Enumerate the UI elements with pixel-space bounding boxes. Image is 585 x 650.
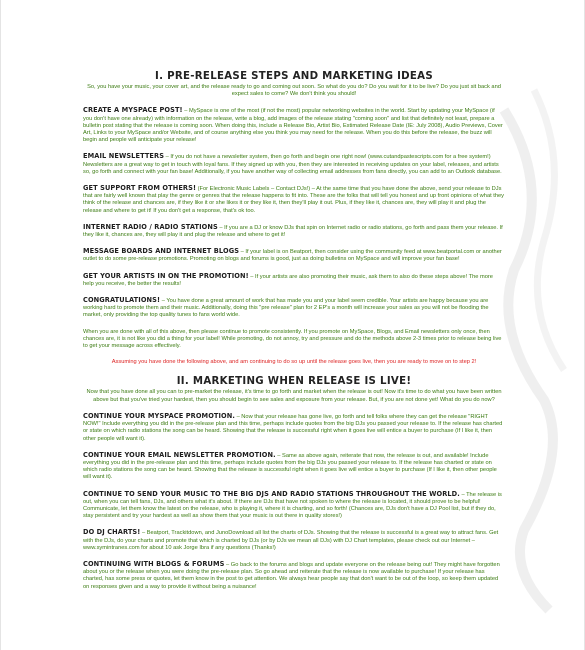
block-get-support [83,185,505,215]
block-heading: CONGRATULATIONS! [83,296,161,305]
block-continue-email [83,452,505,482]
block-body: – Same as above again, reiterate that now, the release is out, and available! Include everything you did in the pre-release plan and this time, perhaps include quotes from the big DJs you passed your release to. If the release has charted or state on which radio stations the song can be heard. Showing that the release is successful right when it goes live will entice a buyer to purchase (If I like it, then other people will want it). [83,452,497,481]
block-body: – If you do not have a newsletter system, then go forth and begin one right now! (www.cutandpastescripts.com for a free system!) Newsletters are a great way to get in touch with loyal fans. If they signed up with you, then they are interested in receiving updates on your label, releases, and artists so, go forth and connect with your fan base! Additionally, if you have another way of collecting email addresses from fans directly, you can add to an Outlook database. [83,154,502,175]
document-content [83,70,505,600]
block-heading: CONTINUE YOUR MYSPACE PROMOTION. [83,411,235,420]
block-send-music [83,491,505,521]
block-body: – The release is out, when you can tell fans, DJs, and others what it's about. If there are DJs that have not spoken to where the release is located, it should prove to be helpful! Communicate, let them know the latest on the release, who is playing it, where it is charting, and so forth! (Chances are, DJs don't have a DJ Pool list, but if they do, stay persistent and try your hardest as well as show them that your music is out there in quality stores!) [83,491,502,520]
block-email-newsletters [83,153,505,176]
section-1-title: I. PRE-RELEASE STEPS AND MARKETING IDEAS [154,71,434,82]
block-body: – Beatport, Trackitdown, and JunoDownload all list the charts of DJs. Showing that the release is successful is a great way to attract fans. Get with the DJs, do your charts and promote that which is charted by DJs (or by DJs we mean all DJs) with DJ Chart templates, please check out our Internet – www.symintranes.com for about 10 ask Jorge Ibra if any questions (Thanks!) [83,530,499,551]
block-dj-charts [83,529,505,552]
promote-consistently-paragraph: When you are done with all of this above, then please continue to promote consistently. If you promote on MySpace, Blogs, and Email newsletters only once, then chances are, it is not like you did a thing for your label! While promoting, do not annoy, try and pressure and do the methods above 2-3 times prior to release being live to get your message across effectively. [83,328,502,350]
section-2-title: II. MARKETING WHEN RELEASE IS LIVE! [176,376,412,388]
block-message-boards [83,248,505,263]
block-congratulations [83,297,505,320]
block-heading: GET SUPPORT FROM OTHERS! [83,184,197,193]
block-body: – You have done a great amount of work that has made you and your label seem credible. Your artists are happy because you are working hard to promote them and their music. Additionally, doing this "pre release" plan for 2 EP's a month will increase your sales as you will not be flooding the market, only providing the top quality tunes to fans world wide. [83,298,489,319]
section-1-intro: So, you have your music, your cover art, and the release ready to go and coming out soon. So what do you do? Do you wait for it to be live? Do you just sit back and expect sales to come? We don't think you should! [87,84,501,98]
section-2-intro: Now that you have done all you can to pre-market the release, it's time to go forth and market when the release is out! Now it's time to do what you have been written above but that you've tried your hardest, then you should begin to see sales and exposure from your release. But, if you are not done yet! What do you do now? [86,389,502,403]
block-body: – If your label is on Beatport, then consider using the community feed at www.beatportal.com or another outlet to do some pre-release promotions. Promoting on blogs and forums is good, just as doing bulletins on MySpace and will improve your fan base! [83,249,502,263]
step-2-note: Assuming you have done the following above, and am continuing to do so up until the release goes live, then you are ready to move on to step 2! [111,359,477,366]
block-heading: CREATE A MYSPACE POST! [83,106,183,115]
block-heading: CONTINUE YOUR EMAIL NEWSLETTER PROMOTION. [83,450,276,459]
block-heading: MESSAGE BOARDS AND INTERNET BLOGS [83,247,240,256]
block-continue-myspace [83,413,505,443]
block-body: – If your artists are also promoting their music, ask them to also do these steps above! The more help you receive, the better the results! [83,273,493,287]
block-body: – MySpace is one of the most (if not the most) popular networking websites in the world. Start by updating your MySpace (if you don't have one already) with information on the release, write a blog, add images of the release stating "coming soon" and list that definitely not least, prepare a bulletin post stating that the release is coming soon. When doing this, include a Release Bio, Artist Bio, Estimated Release Date (IE: July 2008), Audio Previews, Cover Art, Links to your MySpace and/or Website, and of course anything else you think you may need for the release. When you do this before the release, the buzz will begin and people will anticipate your release! [83,108,503,144]
block-heading: GET YOUR ARTISTS IN ON THE PROMOTION! [83,271,249,280]
block-heading: EMAIL NEWSLETTERS [83,152,165,161]
block-body: (For Electronic Music Labels – Contact DJs!) – At the same time that you have done the above, send your release to DJs that are fairly well known that play the genre or genres that the release happens to fit into. These are the folks that will tell you honest and up front opinions of what they think of the release and chances are, if they like it or she likes it or they like it, then they'll play it out. Plus, if they like it, chances are, they will play it and plug the release and where to get it! If you don't get a response, that's ok too. [83,186,505,214]
decorative-watermark [494,70,574,630]
block-get-artists [83,273,505,288]
block-body: – If you are a DJ or know DJs that spin on Internet radio or radio stations, go forth and pass them your release. If they like it, chances are, they will play it and plug the release and where to get it! [83,224,503,239]
block-heading: DO DJ CHARTS! [83,528,141,537]
block-blogs-forums [83,561,505,591]
block-heading: INTERNET RADIO / RADIO STATIONS [83,222,218,231]
block-heading: CONTINUE TO SEND YOUR MUSIC TO THE BIG DJS AND RADIO STATIONS THROUGHOUT THE WORLD. [83,489,460,498]
block-create-myspace-post [83,107,505,144]
block-body: – Go back to the forums and blogs and update everyone on the release being out! They might have forgotten about you or the release when you were doing the pre-release plan. So go ahead and reiterate that the release is now available to purchase! If your release has charted, has some press or quotes, let them know in the post to get attention. We always hear people say that don't want to be out of the loop, so keep them updated on responses given and a way to provide it without being a nuisance! [83,561,500,590]
block-body: – Now that your release has gone live, go forth and tell folks where they can get the release "RIGHT NOW!" Include everything you did in the pre-release plan and this time, perhaps include quotes from the big DJs you passed your release to. If the release has charted or state on which radio stations the song can be heard. Showing that the release is successful right when it goes live will entice a buyer to purchase (If I like it, then other people will want it). [83,413,503,442]
block-heading: CONTINUING WITH BLOGS & FORUMS [83,559,225,568]
block-internet-radio [83,224,505,239]
